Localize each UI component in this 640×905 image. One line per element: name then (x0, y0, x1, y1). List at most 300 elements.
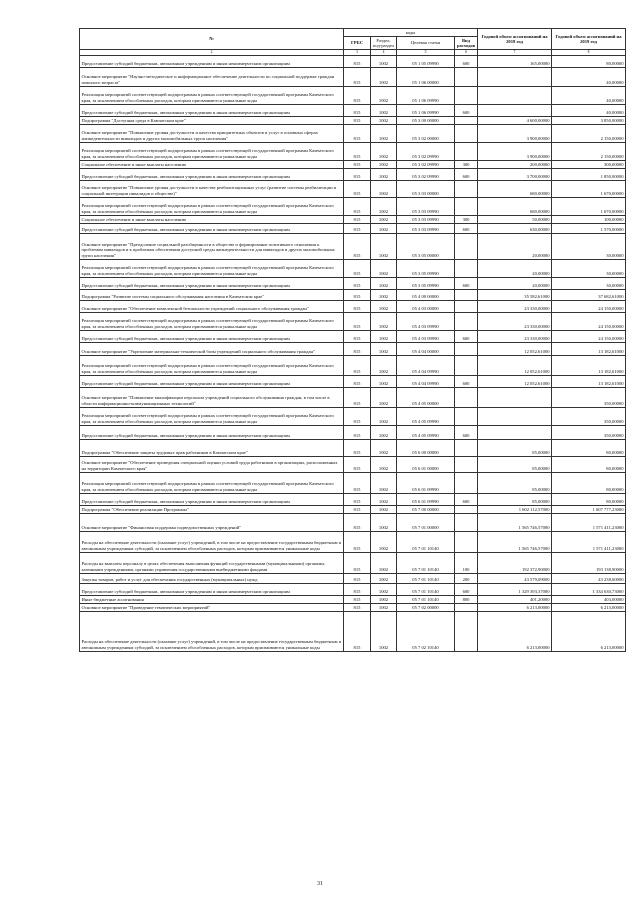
cell-y2019: 24 150,00000 (552, 300, 626, 312)
cell-y2018: 85,00000 (478, 456, 552, 472)
cell-grbs: 815 (344, 439, 371, 456)
cell-y2018: 401,20000 (478, 595, 552, 603)
cell-target: 05 4 04 09990 (397, 375, 455, 387)
cell-y2019: 40,00000 (552, 67, 626, 86)
cell-sec: 1002 (371, 330, 397, 342)
cell-vid (455, 289, 478, 300)
cell-name: Основное мероприятие "Повышение квалификации персонала учреждений социального обслуживания граждан, в том числе в области информационно-коммуникационных технологий" (80, 387, 344, 407)
cell-y2019: 37 682,61000 (552, 289, 626, 300)
cell-name: Основное мероприятие "Повышение уровня доступности и качества приоритетных объектов и услуг в основных сферах жизнедеятельности инвалидов и других маломобильных групп населения" (80, 124, 344, 142)
cell-target: 05 4 03 09990 (397, 330, 455, 342)
cell-name: Предоставление субсидий бюджетным, автономным учреждениям и иным некоммерческим организациям (80, 583, 344, 595)
cell-y2018 (478, 407, 552, 425)
cell-sec: 1002 (371, 277, 397, 289)
cell-sec: 1002 (371, 259, 397, 277)
cell-sec: 1002 (371, 425, 397, 439)
cell-y2019: 80,00000 (552, 55, 626, 67)
table-row (80, 493, 626, 505)
cell-y2018: 23 330,00000 (478, 312, 552, 330)
cell-vid: 300 (455, 160, 478, 168)
cell-sec: 1002 (371, 180, 397, 197)
table-row (80, 223, 626, 233)
table-row (80, 289, 626, 300)
cell-grbs: 815 (344, 259, 371, 277)
cell-sec: 1002 (371, 611, 397, 651)
cell-target: 05 4 03 09990 (397, 312, 455, 330)
cell-y2019: 1 850,00000 (552, 168, 626, 180)
cell-sec: 1002 (371, 86, 397, 104)
table-row (80, 342, 626, 355)
cell-y2018: 12 052,61000 (478, 342, 552, 355)
table-row (80, 387, 626, 407)
cell-name: Подпрограмма "Развитие системы социального обслуживания населения в Камчатском крае" (80, 289, 344, 300)
cell-y2019: 1 570,00000 (552, 223, 626, 233)
cell-y2018: 20,00000 (478, 277, 552, 289)
cell-sec: 1002 (371, 355, 397, 375)
table-row (80, 160, 626, 168)
table-row (80, 472, 626, 493)
index-cell: 6 (455, 49, 478, 55)
cell-vid (455, 603, 478, 611)
cell-vid (455, 67, 478, 86)
cell-grbs: 815 (344, 552, 371, 573)
table-row (80, 439, 626, 456)
cell-grbs: 815 (344, 223, 371, 233)
cell-name: Реализация мероприятий соответствующей подпрограммы в рамках соответствующей государственной программы Камчатского края, за исключением обособленных расходов, которым присваиваются уникальные коды (80, 407, 344, 425)
cell-name: Иные бюджетные ассигнования (80, 595, 344, 603)
cell-vid (455, 124, 478, 142)
cell-sec: 1002 (371, 493, 397, 505)
cell-sec: 1002 (371, 67, 397, 86)
cell-vid (455, 505, 478, 513)
cell-sec: 1002 (371, 55, 397, 67)
cell-target: 05 7 01 00000 (397, 513, 455, 531)
cell-y2019: 100,00000 (552, 215, 626, 223)
cell-sec: 1002 (371, 595, 397, 603)
table-body (80, 55, 626, 651)
cell-target: 05 7 01 10140 (397, 583, 455, 595)
table-row (80, 611, 626, 651)
cell-sec: 1002 (371, 407, 397, 425)
cell-vid (455, 513, 478, 531)
cell-target: 05 3 03 09990 (397, 215, 455, 223)
cell-sec: 1002 (371, 289, 397, 300)
cell-name: Подпрограмма "Обеспечение реализации Программы" (80, 505, 344, 513)
cell-grbs: 815 (344, 289, 371, 300)
cell-grbs: 815 (344, 300, 371, 312)
cell-target: 05 3 02 09990 (397, 142, 455, 160)
cell-sec: 1002 (371, 233, 397, 259)
cell-y2019: 1 670,00000 (552, 180, 626, 197)
cell-vid (455, 116, 478, 124)
cell-sec: 1002 (371, 104, 397, 116)
table-row (80, 55, 626, 67)
cell-grbs: 815 (344, 168, 371, 180)
table-row (80, 513, 626, 531)
cell-vid (455, 259, 478, 277)
header-2019: Годовой объем ассигнований на 2019 год (552, 29, 626, 50)
header-grbs: ГРБС (344, 36, 371, 49)
cell-target: 05 3 05 09990 (397, 277, 455, 289)
cell-vid (455, 300, 478, 312)
cell-grbs: 815 (344, 505, 371, 513)
cell-target: 05 7 00 00000 (397, 505, 455, 513)
cell-target: 05 3 03 09990 (397, 223, 455, 233)
cell-sec: 1002 (371, 505, 397, 513)
cell-grbs: 815 (344, 197, 371, 215)
cell-target: 05 4 00 00000 (397, 289, 455, 300)
cell-target: 05 7 02 10140 (397, 611, 455, 651)
cell-y2019: 24 150,00000 (552, 312, 626, 330)
cell-name: Реализация мероприятий соответствующей подпрограммы в рамках соответствующей государственной программы Камчатского края, за исключением обособленных расходов, которым присваиваются уникальные коды (80, 312, 344, 330)
cell-vid (455, 142, 478, 160)
cell-y2018: 1 565 746,57000 (478, 513, 552, 531)
cell-y2019: 350,00000 (552, 425, 626, 439)
cell-y2019: 403,00000 (552, 595, 626, 603)
cell-grbs: 815 (344, 312, 371, 330)
index-cell: 4 (371, 49, 397, 55)
cell-grbs: 815 (344, 160, 371, 168)
table-row (80, 233, 626, 259)
cell-y2018 (478, 67, 552, 86)
cell-target: 05 4 05 00000 (397, 387, 455, 407)
table-row (80, 531, 626, 552)
cell-sec: 1002 (371, 375, 397, 387)
cell-name: Предоставление субсидий бюджетным, автономным учреждениям и иным некоммерческим организациям (80, 55, 344, 67)
cell-target: 05 4 05 09990 (397, 407, 455, 425)
cell-vid: 600 (455, 375, 478, 387)
cell-y2018: 85,00000 (478, 472, 552, 493)
table-row (80, 124, 626, 142)
budget-table (79, 28, 626, 652)
cell-name: Расходы на выплаты персоналу в целях обеспечения выполнения функций государственными (муниципальными) органами, казенными учреждениями, органами управления государственными внебюджетными фондами (80, 552, 344, 573)
cell-target: 05 7 01 10140 (397, 595, 455, 603)
cell-name: Реализация мероприятий соответствующей подпрограммы в рамках соответствующей государственной программы Камчатского края, за исключением обособленных расходов, которым присваиваются уникальные коды (80, 86, 344, 104)
cell-name: Предоставление субсидий бюджетным, автономным учреждениям и иным некоммерческим организациям (80, 277, 344, 289)
cell-name: Расходы на обеспечение деятельности (оказание услуг) учреждений, в том числе на предоставление государственным бюджетным и автономным учреждениям субсидий, за исключением обособленных расходов, которым присваиваются уникальные коды (80, 611, 344, 651)
cell-sec: 1002 (371, 215, 397, 223)
cell-target: 05 6 00 00000 (397, 439, 455, 456)
cell-name: Предоставление субсидий бюджетным, автономным учреждениям и иным некоммерческим организациям (80, 168, 344, 180)
cell-y2019: 193 138,90000 (552, 552, 626, 573)
cell-vid: 600 (455, 168, 478, 180)
cell-y2018: 6 213,00000 (478, 603, 552, 611)
cell-y2018: 3 900,00000 (478, 124, 552, 142)
cell-grbs: 815 (344, 407, 371, 425)
cell-grbs: 815 (344, 611, 371, 651)
header-vid: Вид расходов (455, 36, 478, 49)
cell-grbs: 815 (344, 104, 371, 116)
cell-target: 05 4 03 00000 (397, 300, 455, 312)
cell-y2018: 6 213,00000 (478, 611, 552, 651)
cell-target: 05 4 04 00000 (397, 342, 455, 355)
cell-vid: 800 (455, 595, 478, 603)
cell-y2019: 3 850,00000 (552, 116, 626, 124)
cell-y2018: 4 600,00000 (478, 116, 552, 124)
cell-sec: 1002 (371, 472, 397, 493)
cell-grbs: 815 (344, 342, 371, 355)
cell-target: 05 3 03 09990 (397, 197, 455, 215)
cell-sec: 1002 (371, 142, 397, 160)
table-row (80, 375, 626, 387)
cell-target: 05 6 01 00000 (397, 456, 455, 472)
cell-sec: 1002 (371, 342, 397, 355)
header-codes: коды (344, 29, 478, 37)
cell-name: Предоставление субсидий бюджетным, автономным учреждениям и иным некоммерческим организациям (80, 330, 344, 342)
cell-vid: 300 (455, 215, 478, 223)
cell-name: Закупка товаров, работ и услуг для обеспечения государственных (муниципальных) нужд (80, 573, 344, 583)
cell-grbs: 815 (344, 67, 371, 86)
cell-target: 05 6 01 09990 (397, 472, 455, 493)
cell-target: 05 3 02 09990 (397, 160, 455, 168)
cell-y2018: 20,00000 (478, 259, 552, 277)
cell-sec: 1002 (371, 197, 397, 215)
cell-grbs: 815 (344, 86, 371, 104)
index-cell: 3 (344, 49, 371, 55)
cell-grbs: 815 (344, 573, 371, 583)
table-row (80, 142, 626, 160)
cell-grbs: 815 (344, 472, 371, 493)
cell-name: Основное мероприятие "Проведение тематических мероприятий" (80, 603, 344, 611)
cell-vid (455, 456, 478, 472)
table-row (80, 603, 626, 611)
cell-target: 05 3 02 09990 (397, 168, 455, 180)
cell-sec: 1002 (371, 168, 397, 180)
cell-vid: 600 (455, 425, 478, 439)
cell-target: 05 7 01 10140 (397, 552, 455, 573)
cell-sec: 1002 (371, 603, 397, 611)
table-row (80, 215, 626, 223)
table-row (80, 277, 626, 289)
table-row (80, 67, 626, 86)
cell-vid: 600 (455, 223, 478, 233)
cell-name: Реализация мероприятий соответствующей подпрограммы в рамках соответствующей государственной программы Камчатского края, за исключением обособленных расходов, которым присваиваются уникальные коды (80, 355, 344, 375)
cell-sec: 1002 (371, 223, 397, 233)
cell-y2018: 23 330,00000 (478, 330, 552, 342)
cell-sec: 1002 (371, 531, 397, 552)
cell-target: 05 1 05 09990 (397, 55, 455, 67)
cell-name: Основное мероприятие "Научно-методическое и информационное обеспечение деятельности по социальной поддержке граждан пожилого возраста" (80, 67, 344, 86)
cell-target: 05 1 06 00000 (397, 67, 455, 86)
cell-grbs: 815 (344, 603, 371, 611)
cell-name: Основное мероприятие "Обеспечение комплексной безопасности учреждений социального обслуживания граждан" (80, 300, 344, 312)
cell-y2018: 680,00000 (478, 197, 552, 215)
cell-vid: 600 (455, 493, 478, 505)
cell-target: 05 6 01 09990 (397, 493, 455, 505)
cell-target: 05 1 06 09990 (397, 86, 455, 104)
cell-vid (455, 312, 478, 330)
cell-y2018: 165,00000 (478, 55, 552, 67)
cell-sec: 1002 (371, 312, 397, 330)
cell-y2019: 1 670,00000 (552, 197, 626, 215)
cell-y2019: 1 571 411,23000 (552, 531, 626, 552)
cell-name: Основное мероприятие "Финансовая поддержка подведомственных учреждений" (80, 513, 344, 531)
index-cell: 5 (397, 49, 455, 55)
cell-y2018 (478, 425, 552, 439)
cell-y2019: 1 334 630,73000 (552, 583, 626, 595)
cell-vid (455, 611, 478, 651)
cell-sec: 1002 (371, 387, 397, 407)
cell-y2018: 1 565 746,57000 (478, 531, 552, 552)
cell-y2019: 2 150,00000 (552, 142, 626, 160)
index-cell: 8 (552, 49, 626, 55)
cell-grbs: 815 (344, 116, 371, 124)
cell-name: Предоставление субсидий бюджетным, автономным учреждениям и иным некоммерческим организациям (80, 375, 344, 387)
cell-vid (455, 472, 478, 493)
table-row (80, 425, 626, 439)
cell-y2019: 1 571 411,23000 (552, 513, 626, 531)
cell-y2019: 80,00000 (552, 439, 626, 456)
cell-y2019: 30,00000 (552, 259, 626, 277)
cell-grbs: 815 (344, 493, 371, 505)
cell-target: 05 7 01 10140 (397, 531, 455, 552)
cell-name: Основное мероприятие "Укрепление материально-технической базы учреждений социального обслуживания граждан" (80, 342, 344, 355)
cell-vid: 600 (455, 277, 478, 289)
cell-y2018: 1 602 112,57000 (478, 505, 552, 513)
cell-y2019: 1 607 777,23000 (552, 505, 626, 513)
cell-y2019: 6 213,00000 (552, 603, 626, 611)
cell-sec: 1002 (371, 300, 397, 312)
cell-name: Социальное обеспечение и иные выплаты населению (80, 215, 344, 223)
cell-vid (455, 407, 478, 425)
cell-vid (455, 233, 478, 259)
table-row (80, 197, 626, 215)
cell-name: Предоставление субсидий бюджетным, автономным учреждениям и иным некоммерческим организациям (80, 104, 344, 116)
cell-sec: 1002 (371, 573, 397, 583)
cell-y2019: 13 182,61000 (552, 355, 626, 375)
cell-target: 05 3 02 00000 (397, 124, 455, 142)
cell-y2019: 40,00000 (552, 104, 626, 116)
header-2018: Годовой объем ассигнований на 2018 год (478, 29, 552, 50)
cell-y2018: 192 372,90000 (478, 552, 552, 573)
cell-vid: 100 (455, 552, 478, 573)
table-row (80, 180, 626, 197)
cell-vid (455, 387, 478, 407)
cell-target: 05 3 03 00000 (397, 180, 455, 197)
cell-vid (455, 355, 478, 375)
cell-grbs: 815 (344, 180, 371, 197)
cell-target: 05 3 00 00000 (397, 116, 455, 124)
cell-y2018: 630,00000 (478, 223, 552, 233)
cell-vid: 600 (455, 55, 478, 67)
cell-grbs: 815 (344, 215, 371, 223)
table-row (80, 355, 626, 375)
table-row (80, 573, 626, 583)
cell-name: Реализация мероприятий соответствующей подпрограммы в рамках соответствующей государственной программы Камчатского края, за исключением обособленных расходов, которым присваиваются уникальные коды (80, 472, 344, 493)
table-row (80, 407, 626, 425)
cell-grbs: 815 (344, 375, 371, 387)
cell-target: 05 3 05 09990 (397, 259, 455, 277)
cell-grbs: 815 (344, 124, 371, 142)
cell-y2019: 40,00000 (552, 86, 626, 104)
cell-y2018: 12 052,61000 (478, 375, 552, 387)
cell-grbs: 815 (344, 330, 371, 342)
cell-y2019: 6 213,00000 (552, 611, 626, 651)
cell-y2018 (478, 387, 552, 407)
cell-grbs: 815 (344, 583, 371, 595)
cell-y2018: 50,00000 (478, 215, 552, 223)
cell-target: 05 1 06 09990 (397, 104, 455, 116)
cell-y2019: 30,00000 (552, 277, 626, 289)
header-section: Раздел, под-раздел (371, 36, 397, 49)
cell-target: 05 3 05 00000 (397, 233, 455, 259)
table-row (80, 312, 626, 330)
cell-y2019: 24 150,00000 (552, 330, 626, 342)
cell-grbs: 815 (344, 355, 371, 375)
cell-sec: 1002 (371, 552, 397, 573)
cell-y2019: 30,00000 (552, 233, 626, 259)
cell-name: Предоставление субсидий бюджетным, автономным учреждениям и иным некоммерческим организациям (80, 223, 344, 233)
cell-sec: 1002 (371, 439, 397, 456)
cell-y2019: 350,00000 (552, 387, 626, 407)
cell-y2018: 3 700,00000 (478, 168, 552, 180)
cell-name: Подпрограмма "Обеспечение защиты трудовых прав работников в Камчатском крае" (80, 439, 344, 456)
table-row (80, 104, 626, 116)
cell-sec: 1002 (371, 583, 397, 595)
cell-name: Основное мероприятие "Повышение уровня доступности в качестве реабилитационных услуг (развитие системы реабилитации и социальной интеграции инвалидов и обществе)" (80, 180, 344, 197)
cell-grbs: 815 (344, 142, 371, 160)
cell-y2018 (478, 104, 552, 116)
cell-grbs: 815 (344, 277, 371, 289)
index-cell: 2 (80, 49, 344, 55)
table-row (80, 168, 626, 180)
cell-sec: 1002 (371, 116, 397, 124)
page-number: 31 (317, 881, 323, 887)
cell-name: Реализация мероприятий соответствующей подпрограммы в рамках соответствующей государственной программы Камчатского края, за исключением обособленных расходов, которым присваиваются уникальные коды (80, 197, 344, 215)
cell-vid (455, 342, 478, 355)
cell-y2018: 12 052,61000 (478, 355, 552, 375)
cell-y2018: 35 582,61000 (478, 289, 552, 300)
cell-sec: 1002 (371, 160, 397, 168)
cell-sec: 1002 (371, 513, 397, 531)
cell-sec: 1002 (371, 456, 397, 472)
cell-vid: 200 (455, 573, 478, 583)
cell-vid (455, 86, 478, 104)
cell-vid (455, 180, 478, 197)
cell-y2018: 85,00000 (478, 493, 552, 505)
table-row (80, 595, 626, 603)
cell-grbs: 815 (344, 513, 371, 531)
cell-y2018: 680,00000 (478, 180, 552, 197)
cell-target: 05 4 05 09990 (397, 425, 455, 439)
cell-name: Расходы на обеспечение деятельности (оказание услуг) учреждений, в том числе на предоставление государственным бюджетным и автономным учреждениям субсидий, за исключением обособленных расходов, которым присваиваются уникальные коды (80, 531, 344, 552)
cell-name: Основное мероприятие "Преодоление социальной разобщенности в обществе и формирование позитивного отношения к проблемам инвалидов и к проблемам обеспечения доступной среды жизнедеятельности для инвалидов и других маломобильных групп населения" (80, 233, 344, 259)
header-no: № (80, 29, 344, 50)
cell-y2019: 350,00000 (552, 407, 626, 425)
table-row (80, 552, 626, 573)
cell-y2018: 1 329 393,37000 (478, 583, 552, 595)
cell-grbs: 815 (344, 233, 371, 259)
cell-y2019: 43 238,60000 (552, 573, 626, 583)
cell-y2018: 200,00000 (478, 160, 552, 168)
cell-grbs: 815 (344, 387, 371, 407)
header-target: Целевая статья (397, 36, 455, 49)
table-row (80, 86, 626, 104)
cell-name: Предоставление субсидий бюджетным, автономным учреждениям и иным некоммерческим организациям (80, 493, 344, 505)
cell-name: Реализация мероприятий соответствующей подпрограммы в рамках соответствующей государственной программы Камчатского края, за исключением обособленных расходов, которым присваиваются уникальные коды (80, 259, 344, 277)
table-row (80, 116, 626, 124)
cell-grbs: 815 (344, 595, 371, 603)
table-row (80, 300, 626, 312)
cell-grbs: 815 (344, 456, 371, 472)
cell-grbs: 815 (344, 531, 371, 552)
cell-y2018: 85,00000 (478, 439, 552, 456)
cell-y2018: 43 579,09000 (478, 573, 552, 583)
cell-vid: 600 (455, 330, 478, 342)
cell-y2018 (478, 86, 552, 104)
table-row (80, 505, 626, 513)
cell-y2019: 80,00000 (552, 472, 626, 493)
